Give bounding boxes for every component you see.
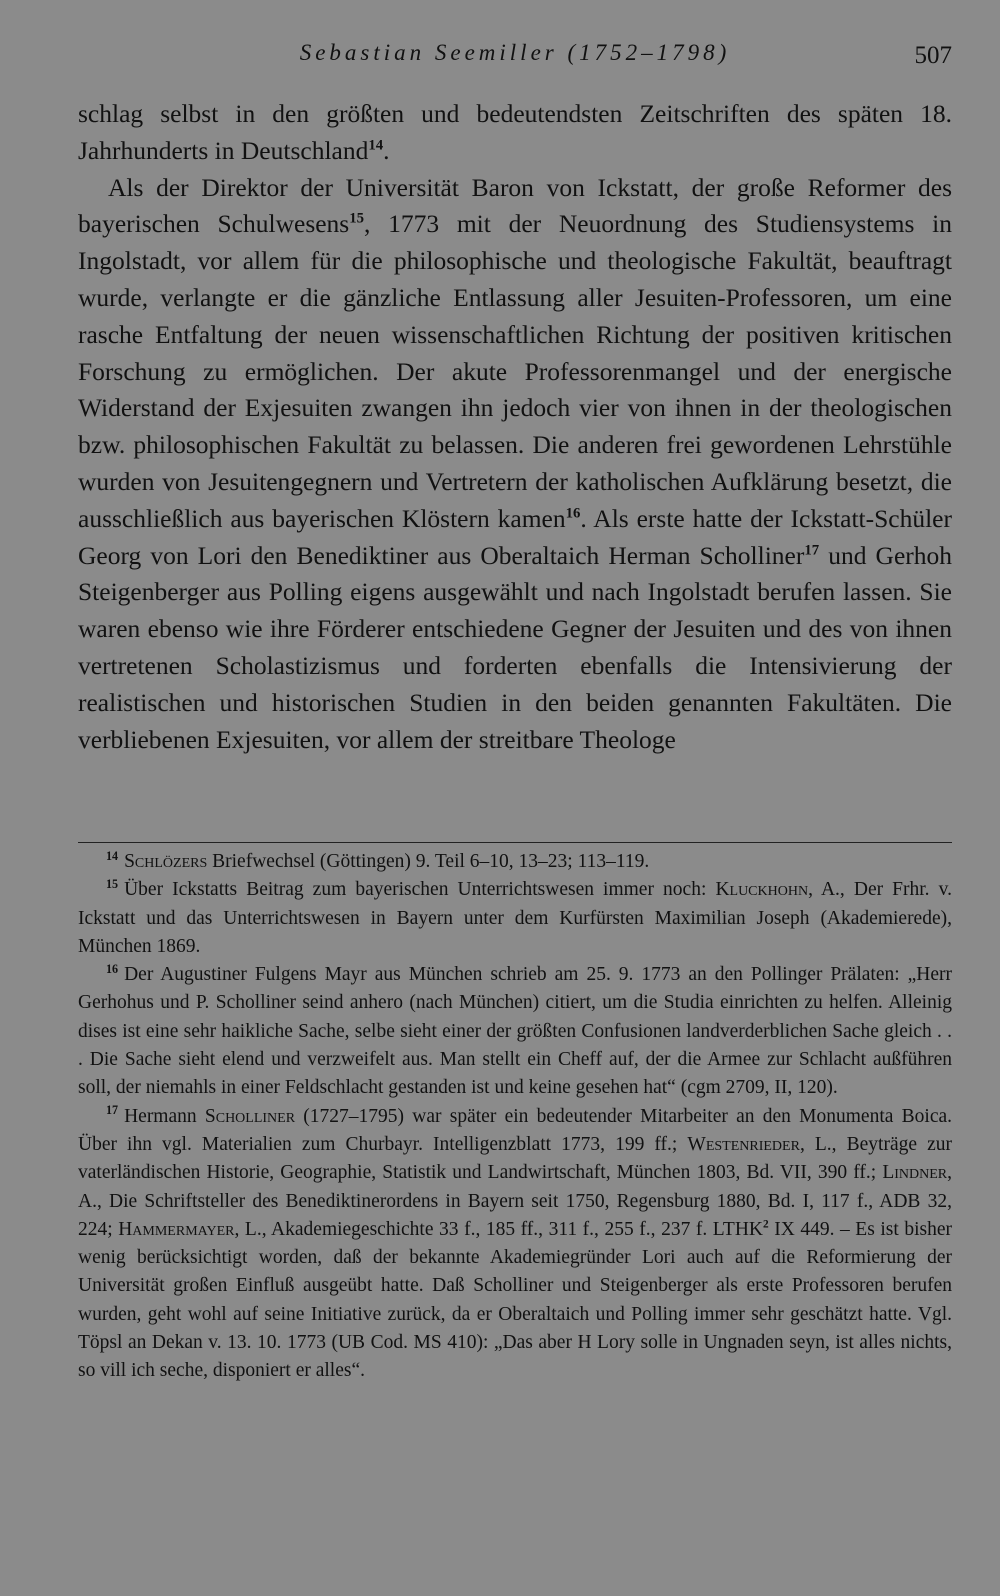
author-name: Kluckhohn bbox=[715, 879, 809, 901]
paragraph-continuation bbox=[78, 96, 952, 170]
footnote-text: , L., Beyträge zur vaterländischen Historie, Geographie, Statistik und Landwirtschaft, München 1803, Bd. VII, 390 ff.; bbox=[78, 1133, 952, 1184]
paragraph bbox=[78, 170, 952, 759]
main-text bbox=[78, 96, 952, 758]
text-run: . bbox=[383, 135, 390, 165]
text-run: Als der Direktor der Universität Baron von Ickstatt, der große Reformer des bayerischen Schulwesens bbox=[78, 172, 952, 239]
running-title: Sebastian Seemiller (1752–1798) bbox=[299, 40, 731, 65]
footnote-text: , A., Der Frhr. v. Ickstatt und das Unterrichtswesen in Bayern unter dem Kurfürsten Maximilian Joseph (Akademierede), München 1869. bbox=[78, 879, 952, 957]
footnote-text: Briefwechsel (Göttingen) 9. Teil 6–10, 13–23; 113–119. bbox=[207, 851, 650, 872]
footnote-text: (1727–1795) war später ein bedeutender Mitarbeiter an den Monumenta Boica. Über ihn vgl. Materialien zum Churbayr. Intelligenzblatt 1773, 199 ff.; bbox=[78, 1105, 953, 1155]
footnote-14 bbox=[78, 848, 952, 876]
footnote-ref-16: 16 bbox=[565, 505, 581, 522]
footnote-ref-17: 17 bbox=[804, 542, 820, 559]
text-run: , 1773 mit der Neuordnung des Studiensystems in Ingolstadt, vor allem für die philosophische und theologische Fakultät, beauftragt wurde, verlangte er die gänzliche Entlassung aller Jesuiten-Professoren, um eine rasche Entfaltung der neuen wissenschaftlichen Richtung der positiven kritischen Forschung zu ermöglichen. Der akute Professorenmangel und der energische Widerstand der Exjesuiten zwangen ihn jedoch vier von ihnen in der theologischen bzw. philosophischen Fakultät zu belassen. Die anderen frei gewordenen Lehrstühle wurden von Jesuitengegnern und Vertretern der katholischen Aufklärung besetzt, die ausschließlich aus bayerischen Klöstern kamen bbox=[78, 209, 952, 533]
footnote-number: 15 bbox=[106, 876, 119, 891]
footnote-17 bbox=[78, 1103, 952, 1386]
author-name: Hammermayer bbox=[118, 1218, 235, 1240]
text-run: . Als erste hatte der Ickstatt-Schüler Georg von Lori den Benediktiner aus Oberaltaich Herman Scholliner bbox=[78, 503, 952, 570]
page-number: 507 bbox=[914, 42, 952, 69]
footnote-text: Über Ickstatts Beitrag zum bayerischen Unterrichtswesen immer noch: bbox=[124, 879, 716, 901]
author-name: Westenrieder bbox=[687, 1133, 800, 1155]
footnote-number: 17 bbox=[106, 1103, 119, 1118]
footnote-ref-15: 15 bbox=[349, 210, 365, 227]
footnote-ref-14: 14 bbox=[368, 137, 384, 154]
footnotes bbox=[78, 848, 952, 1386]
footnote-text: , L., Akademiegeschichte 33 f., 185 ff., 311 f., 255 f., 237 f. LTHK bbox=[234, 1218, 763, 1240]
text-run: und Gerhoh Steigenberger aus Polling eigens ausgewählt und nach Ingolstadt berufen lassen. Sie waren ebenso wie ihre Förderer entschiedene Gegner der Jesuiten und des von ihnen vertretenen Scholastizismus und forderten ebenfalls die Intensivierung der realistischen und historischen Studien in den beiden genannten Fakultäten. Die verbliebenen Exjesuiten, vor allem der streitbare Theologe bbox=[78, 540, 953, 754]
author-name: Scholliner bbox=[204, 1105, 296, 1127]
text-run: schlag selbst in den größten und bedeutendsten Zeitschriften des späten 18. Jahrhunderts in Deutschland bbox=[78, 99, 952, 165]
footnote-separator bbox=[78, 842, 952, 843]
footnote-16 bbox=[78, 961, 952, 1102]
footnote-text: , A., Die Schriftsteller des Benediktinerordens in Bayern seit 1750, Regensburg 1880, Bd. I, 117 f., ADB 32, 224; bbox=[78, 1162, 952, 1240]
footnote-number: 14 bbox=[106, 848, 119, 863]
author-name: Schlözers bbox=[124, 851, 208, 872]
author-name: Lindner bbox=[882, 1162, 948, 1184]
page-header bbox=[78, 40, 952, 76]
superscript-edition: 2 bbox=[763, 1218, 769, 1231]
footnote-number: 16 bbox=[106, 961, 119, 976]
footnote-15 bbox=[78, 876, 952, 961]
footnote-text: IX 449. – Es ist bisher wenig berücksichtigt worden, daß der bekannte Akademiegründer Lori auch auf die Reformierung der Universität großen Einfluß ausgeübt hatte. Daß Scholliner und Steigenberger als erste Professoren berufen wurden, geht wohl auf seine Initiative zurück, da er Oberaltaich und Polling immer sehr geschätzt hatte. Vgl. Töpsl an Dekan v. 13. 10. 1773 (UB Cod. MS 410): „Das aber H Lory solle in Ungnaden seyn, ist alles nichts, so vill ich seche, disponiert er alles“. bbox=[78, 1218, 952, 1382]
footnote-text: Hermann bbox=[124, 1105, 205, 1127]
footnote-text: Der Augustiner Fulgens Mayr aus München schrieb am 25. 9. 1773 an den Pollinger Prälaten: „Herr Gerhohus und P. Scholliner seind anhero (nach München) citiert, um die Studia einrichten zu helfen. Alleinig dises ist eine sehr haikliche Sache, selbe sieht einer der größten Confusionen landverderblichen Sache gleich . . . Die Sache sieht elend und verzweifelt aus. Man stellt ein Cheff auf, der die Armee zur Schlacht außführen soll, der niemahls in einer Feldschlacht gestanden ist und keine gesehen hat“ (cgm 2709, II, 120). bbox=[78, 964, 952, 1099]
